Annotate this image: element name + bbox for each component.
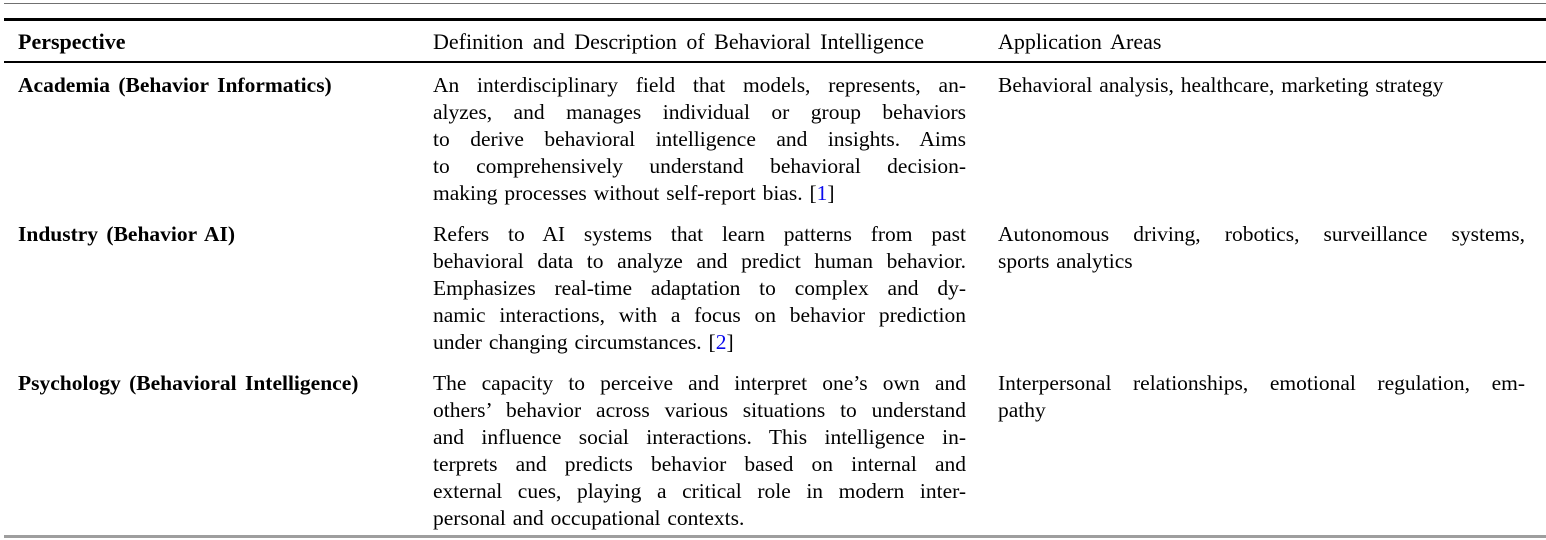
text-line: Emphasizes real-time adaptation to complex and dy- <box>433 276 966 300</box>
column-header-application-areas: Application Areas <box>998 29 1162 54</box>
text-line: external cues, playing a critical role in modern inter- <box>433 479 966 503</box>
table-row <box>18 72 1525 207</box>
perspective-cell: Psychology (Behavioral Intelligence) <box>18 371 359 395</box>
text-line: The capacity to perceive and interpret one’s own and <box>433 371 966 395</box>
text-line: personal and occupational contexts. <box>433 506 745 530</box>
application-cell <box>998 221 1525 356</box>
text-line: others’ behavior across various situations to understand <box>433 398 966 422</box>
text-line: under changing circumstances. [2] <box>433 330 734 354</box>
text-line: behavioral data to analyze and predict human behavior. <box>433 249 966 273</box>
citation-link[interactable]: 2 <box>715 330 727 354</box>
text-line: Refers to AI systems that learn patterns from past <box>433 222 966 246</box>
citation-link[interactable]: 1 <box>816 181 828 205</box>
application-cell <box>998 72 1525 207</box>
text-line: to comprehensively understand behavioral decision- <box>433 154 966 178</box>
text-line: Behavioral analysis, healthcare, marketing strategy <box>998 73 1444 97</box>
column-header-perspective: Perspective <box>18 29 126 54</box>
perspective-cell: Academia (Behavior Informatics) <box>18 73 332 97</box>
text-line: making processes without self-report bias. [1] <box>433 181 835 205</box>
table-row <box>18 221 1525 356</box>
table-row <box>18 370 1525 532</box>
application-cell <box>998 370 1525 532</box>
text-line: pathy <box>998 398 1046 422</box>
definition-cell <box>433 370 998 532</box>
definition-cell <box>433 221 998 356</box>
text-line: An interdisciplinary field that models, represents, an- <box>433 73 966 97</box>
text-line: terprets and predicts behavior based on internal and <box>433 452 966 476</box>
column-header-definition: Definition and Description of Behavioral Intelligence <box>433 29 925 54</box>
definition-cell <box>433 72 998 207</box>
text-line: namic interactions, with a focus on behavior prediction <box>433 303 966 327</box>
text-line: to derive behavioral intelligence and insights. Aims <box>433 127 966 151</box>
text-line: and influence social interactions. This intelligence in- <box>433 425 966 449</box>
table-header-row <box>18 0 1525 62</box>
perspective-cell: Industry (Behavior AI) <box>18 222 236 246</box>
text-line: Autonomous driving, robotics, surveillance systems, <box>998 222 1525 246</box>
text-line: sports analytics <box>998 249 1133 273</box>
text-line: Interpersonal relationships, emotional regulation, em- <box>998 371 1525 395</box>
table-bottom-rule <box>4 535 1546 538</box>
table-body <box>18 63 1525 532</box>
text-line: alyzes, and manages individual or group behaviors <box>433 100 966 124</box>
